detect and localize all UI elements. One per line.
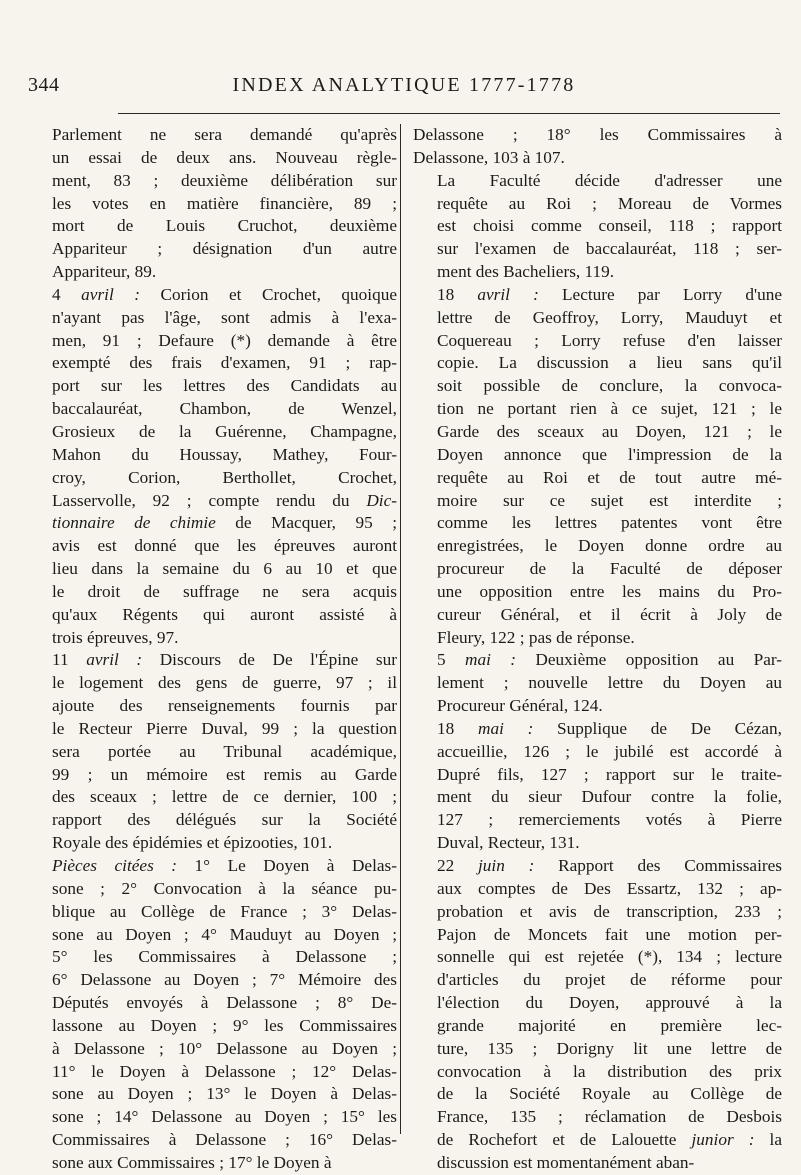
- text-line: [413, 1061, 782, 1084]
- text-line: [28, 901, 397, 924]
- text-line: [28, 1106, 397, 1129]
- text-segment: Garde des sceaux au Doyen, 121 ; le: [437, 421, 782, 441]
- text-line: [28, 718, 397, 741]
- text-line: [28, 627, 397, 650]
- text-segment: Procureur Général, 124.: [437, 696, 603, 716]
- text-segment: lettre de Geoffroy, Lorry, Mauduyt et: [437, 307, 782, 327]
- text-line: [28, 558, 397, 581]
- text-segment: 6° Delassone au Doyen ; 7° Mémoire des: [52, 970, 397, 990]
- text-segment: d'articles du projet de réforme pour: [437, 970, 782, 990]
- text-line: [28, 1152, 397, 1175]
- header-rule: [118, 113, 780, 114]
- text-segment: sera portée au Tribunal académique,: [52, 741, 397, 761]
- index-entry: [28, 855, 397, 1175]
- text-segment: Deuxième opposition au Par-: [516, 650, 782, 670]
- text-line: [28, 124, 397, 147]
- text-segment: de Rochefort et de Lalouette: [437, 1130, 692, 1150]
- text-line: [28, 992, 397, 1015]
- text-segment: blique au Collège de France ; 3° Delas-: [52, 901, 397, 921]
- text-segment: lassone au Doyen ; 9° les Commissaires: [52, 1015, 397, 1035]
- index-entry: [28, 649, 397, 855]
- text-segment: lieu dans la semaine du 6 au 10 et que: [52, 559, 397, 579]
- text-segment: 4: [52, 284, 82, 304]
- text-segment: n'ayant pas l'âge, sont admis à l'exa-: [52, 307, 397, 327]
- text-line: [413, 124, 782, 147]
- text-segment: 99 ; un mémoire est remis au Garde: [52, 764, 397, 784]
- text-line: [28, 375, 397, 398]
- text-segment: ajoute des renseignements fournis par: [52, 696, 397, 716]
- text-segment: lement ; nouvelle lettre du Doyen au: [437, 673, 782, 693]
- text-line: [413, 901, 782, 924]
- text-line: [413, 467, 782, 490]
- text-segment: discussion est momentanément aban-: [437, 1152, 695, 1172]
- text-segment: exempté des frais d'examen, 91 ; rap-: [52, 353, 397, 373]
- text-line: [28, 307, 397, 330]
- text-line: [413, 1106, 782, 1129]
- index-entry: [28, 284, 397, 650]
- text-line: [28, 1015, 397, 1038]
- text-segment: Royale des épidémies et épizooties, 101.: [52, 833, 333, 853]
- text-segment: Grosieux de la Guérenne, Champagne,: [52, 421, 397, 441]
- index-entry: [413, 649, 782, 718]
- text-segment: rapport des délégués sur la Société: [52, 810, 397, 830]
- text-segment: trois épreuves, 97.: [52, 627, 179, 647]
- text-line: [413, 558, 782, 581]
- text-segment: un essai de deux ans. Nouveau règle-: [52, 147, 397, 167]
- text-line: [28, 946, 397, 969]
- text-segment: Doyen annonce que l'impression de la: [437, 444, 782, 464]
- text-segment: les votes en matière financière, 89 ;: [52, 193, 397, 213]
- text-segment: 18: [437, 718, 478, 738]
- text-line: [413, 193, 782, 216]
- text-line: [413, 284, 782, 307]
- text-segment: Duval, Recteur, 131.: [437, 833, 580, 853]
- text-line: [413, 444, 782, 467]
- text-segment: Mahon du Houssay, Mathey, Four-: [52, 444, 397, 464]
- text-segment: convocation à la distribution des prix: [437, 1061, 782, 1081]
- text-line: [28, 261, 397, 284]
- text-line: [413, 878, 782, 901]
- text-segment: Supplique de De Cézan,: [533, 718, 782, 738]
- text-line: [28, 855, 397, 878]
- text-segment: Lecture par Lorry d'une: [538, 284, 783, 304]
- text-line: [28, 467, 397, 490]
- text-line: [413, 672, 782, 695]
- text-segment: mort de Louis Cruchot, deuxième: [52, 216, 397, 236]
- text-segment: France, 135 ; réclamation de Desbois: [437, 1107, 782, 1127]
- text-segment: le logement des gens de guerre, 97 ; il: [52, 673, 397, 693]
- column-divider: [400, 124, 401, 1134]
- text-line: [413, 147, 782, 170]
- left-text-column: [28, 124, 397, 1172]
- text-segment: sone au Doyen ; 13° le Doyen à Delas-: [52, 1084, 397, 1104]
- text-segment: cureur Général, et il écrit à Joly de: [437, 604, 782, 624]
- index-entry: [413, 855, 782, 1175]
- text-segment: moire sur ce sujet est interdite ;: [437, 490, 782, 510]
- text-line: [413, 490, 782, 513]
- text-segment: des sceaux ; lettre de ce dernier, 100 ;: [52, 787, 397, 807]
- italic-text: junior :: [691, 1130, 755, 1150]
- text-line: [28, 764, 397, 787]
- text-segment: 5° les Commissaires à Delassone ;: [52, 947, 397, 967]
- text-segment: Coquereau ; Lorry refuse d'en laisser: [437, 330, 782, 350]
- text-line: [28, 421, 397, 444]
- text-line: [413, 352, 782, 375]
- text-line: [28, 170, 397, 193]
- index-entry: [413, 170, 782, 284]
- text-line: [28, 649, 397, 672]
- italic-text: tionnaire de chimie: [52, 513, 216, 533]
- text-line: [413, 535, 782, 558]
- index-entry: [413, 718, 782, 855]
- text-line: [413, 649, 782, 672]
- page-number: 344: [28, 74, 60, 96]
- italic-text: mai :: [477, 718, 534, 738]
- text-segment: Appariteur ; désignation d'un autre: [52, 239, 397, 259]
- page-header: [28, 74, 780, 114]
- text-segment: ment, 83 ; deuxième délibération sur: [52, 170, 397, 190]
- index-entry: [413, 284, 782, 650]
- text-line: [28, 924, 397, 947]
- text-line: [413, 604, 782, 627]
- text-line: [28, 284, 397, 307]
- text-segment: Députés envoyés à Delassone ; 8° De-: [52, 993, 397, 1013]
- text-segment: Rapport des Commissaires: [534, 856, 782, 875]
- text-segment: procureur de la Faculté de déposer: [437, 559, 782, 579]
- text-line: [28, 1083, 397, 1106]
- text-line: [28, 193, 397, 216]
- text-line: [413, 1038, 782, 1061]
- text-segment: 127 ; remerciements votés à Pierre: [437, 810, 782, 830]
- index-entry: [28, 124, 397, 284]
- text-segment: men, 91 ; Defaure (*) demande à être: [52, 330, 397, 350]
- text-segment: sone au Doyen ; 4° Mauduyt au Doyen ;: [52, 924, 397, 944]
- text-line: [28, 809, 397, 832]
- text-segment: aux comptes de Des Essartz, 132 ; ap-: [437, 878, 782, 898]
- text-line: [413, 398, 782, 421]
- text-line: [413, 718, 782, 741]
- italic-text: juin :: [478, 856, 535, 875]
- text-line: [28, 330, 397, 353]
- text-line: [413, 512, 782, 535]
- text-segment: port sur les lettres des Candidats au: [52, 376, 397, 396]
- index-entry: [413, 124, 782, 170]
- text-line: [28, 1061, 397, 1084]
- text-segment: ment des Bacheliers, 119.: [437, 262, 615, 282]
- text-line: [413, 581, 782, 604]
- text-segment: requête au Roi et de tout autre mé-: [437, 467, 782, 487]
- text-line: [413, 375, 782, 398]
- text-line: [413, 215, 782, 238]
- text-line: [28, 444, 397, 467]
- text-segment: Parlement ne sera demandé qu'après: [52, 125, 397, 144]
- text-line: [28, 581, 397, 604]
- text-segment: Delassone, 103 à 107.: [413, 147, 565, 167]
- text-segment: de la Société Royale au Collège de: [437, 1084, 782, 1104]
- text-segment: copie. La discussion a lieu sans qu'il: [437, 353, 782, 373]
- text-segment: qu'aux Régents qui auront assisté à: [52, 604, 397, 624]
- text-segment: une opposition entre les mains du Pro-: [437, 581, 782, 601]
- text-line: [413, 946, 782, 969]
- text-line: [413, 421, 782, 444]
- running-title: INDEX ANALYTIQUE 1777-1778: [232, 74, 576, 96]
- text-segment: sone ; 14° Delassone au Doyen ; 15° les: [52, 1107, 397, 1127]
- italic-text: mai :: [465, 650, 517, 670]
- text-line: [413, 238, 782, 261]
- text-line: [28, 832, 397, 855]
- text-line: [28, 1038, 397, 1061]
- text-segment: croy, Corion, Berthollet, Crochet,: [52, 467, 397, 487]
- text-segment: comme les lettres patentes vont être: [437, 513, 782, 533]
- text-line: [413, 764, 782, 787]
- text-segment: 22: [437, 856, 479, 875]
- text-segment: la: [754, 1130, 783, 1150]
- text-segment: le Recteur Pierre Duval, 99 ; la question: [52, 718, 397, 738]
- text-line: [28, 695, 397, 718]
- text-segment: sonnelle qui est rejetée (*), 134 ; lecture: [437, 947, 782, 967]
- text-line: [28, 215, 397, 238]
- right-text-column: [413, 124, 783, 1172]
- italic-text: avril :: [477, 284, 539, 304]
- text-line: [413, 741, 782, 764]
- text-line: [413, 992, 782, 1015]
- text-segment: de Macquer, 95 ;: [215, 513, 397, 533]
- text-line: [413, 1083, 782, 1106]
- text-line: [413, 969, 782, 992]
- italic-text: avril :: [81, 284, 141, 304]
- text-segment: ture, 135 ; Dorigny lit une lettre de: [437, 1038, 782, 1058]
- text-segment: sur l'examen de baccalauréat, 118 ; ser-: [437, 239, 782, 259]
- text-segment: accueillie, 126 ; le jubilé est accordé à: [437, 741, 782, 761]
- text-line: [28, 786, 397, 809]
- text-segment: sone ; 2° Convocation à la séance pu-: [52, 878, 397, 898]
- text-line: [413, 261, 782, 284]
- text-segment: 11° le Doyen à Delassone ; 12° Delas-: [52, 1061, 397, 1081]
- text-line: [413, 695, 782, 718]
- text-segment: 18: [437, 284, 478, 304]
- text-segment: probation et avis de transcription, 233 ;: [437, 901, 782, 921]
- text-line: [28, 512, 397, 535]
- text-line: [413, 786, 782, 809]
- text-line: [413, 1015, 782, 1038]
- text-segment: Commissaires à Delassone ; 16° Delas-: [52, 1130, 397, 1150]
- text-line: [413, 307, 782, 330]
- text-line: [28, 741, 397, 764]
- text-segment: 5: [437, 650, 466, 670]
- text-line: [28, 490, 397, 513]
- text-segment: à Delassone ; 10° Delassone au Doyen ;: [52, 1038, 397, 1058]
- text-segment: Dupré fils, 127 ; rapport sur le traite-: [437, 764, 782, 784]
- text-segment: enregistrées, le Doyen donne ordre au: [437, 536, 782, 556]
- text-segment: Lasservolle, 92 ; compte rendu du: [52, 490, 367, 510]
- text-segment: 11: [52, 650, 87, 670]
- italic-text: Dic-: [366, 490, 397, 510]
- text-line: [413, 1129, 782, 1152]
- text-line: [413, 855, 782, 878]
- text-segment: La Faculté décide d'adresser une: [437, 170, 782, 190]
- text-line: [28, 352, 397, 375]
- text-line: [413, 1152, 782, 1175]
- text-segment: avis est donné que les épreuves auront: [52, 536, 397, 556]
- text-segment: sone aux Commissaires ; 17° le Doyen à: [52, 1152, 332, 1172]
- text-segment: est choisi comme conseil, 118 ; rapport: [437, 216, 782, 236]
- text-line: [413, 330, 782, 353]
- text-segment: tion ne portant rien à ce sujet, 121 ; le: [437, 399, 782, 419]
- text-line: [413, 924, 782, 947]
- text-segment: Pajon de Moncets fait une motion per-: [437, 924, 782, 944]
- italic-text: avril :: [86, 650, 143, 670]
- text-segment: Discours de De l'Épine sur: [142, 650, 397, 670]
- text-line: [28, 535, 397, 558]
- text-segment: le droit de suffrage ne sera acquis: [52, 581, 397, 601]
- text-segment: l'élection du Doyen, approuvé à la: [437, 993, 782, 1013]
- text-segment: Fleury, 122 ; pas de réponse.: [437, 627, 635, 647]
- text-segment: Appariteur, 89.: [52, 262, 157, 282]
- text-line: [28, 604, 397, 627]
- text-line: [413, 832, 782, 855]
- text-line: [28, 1129, 397, 1152]
- text-line: [28, 147, 397, 170]
- text-line: [413, 627, 782, 650]
- text-segment: ment du sieur Dufour contre la folie,: [437, 787, 782, 807]
- text-line: [28, 398, 397, 421]
- text-line: [28, 878, 397, 901]
- text-line: [28, 672, 397, 695]
- text-segment: grande majorité en première lec-: [437, 1015, 782, 1035]
- text-segment: requête au Roi ; Moreau de Vormes: [437, 193, 782, 213]
- text-segment: Delassone ; 18° les Commissaires à: [413, 125, 782, 144]
- italic-text: Pièces citées :: [52, 856, 178, 875]
- text-line: [413, 170, 782, 193]
- text-line: [28, 969, 397, 992]
- text-segment: soit possible de conclure, la convoca-: [437, 376, 782, 396]
- text-line: [413, 809, 782, 832]
- text-segment: Corion et Crochet, quoique: [140, 284, 397, 304]
- text-segment: 1° Le Doyen à Delas-: [177, 856, 397, 875]
- text-segment: baccalauréat, Chambon, de Wenzel,: [52, 399, 397, 419]
- text-line: [28, 238, 397, 261]
